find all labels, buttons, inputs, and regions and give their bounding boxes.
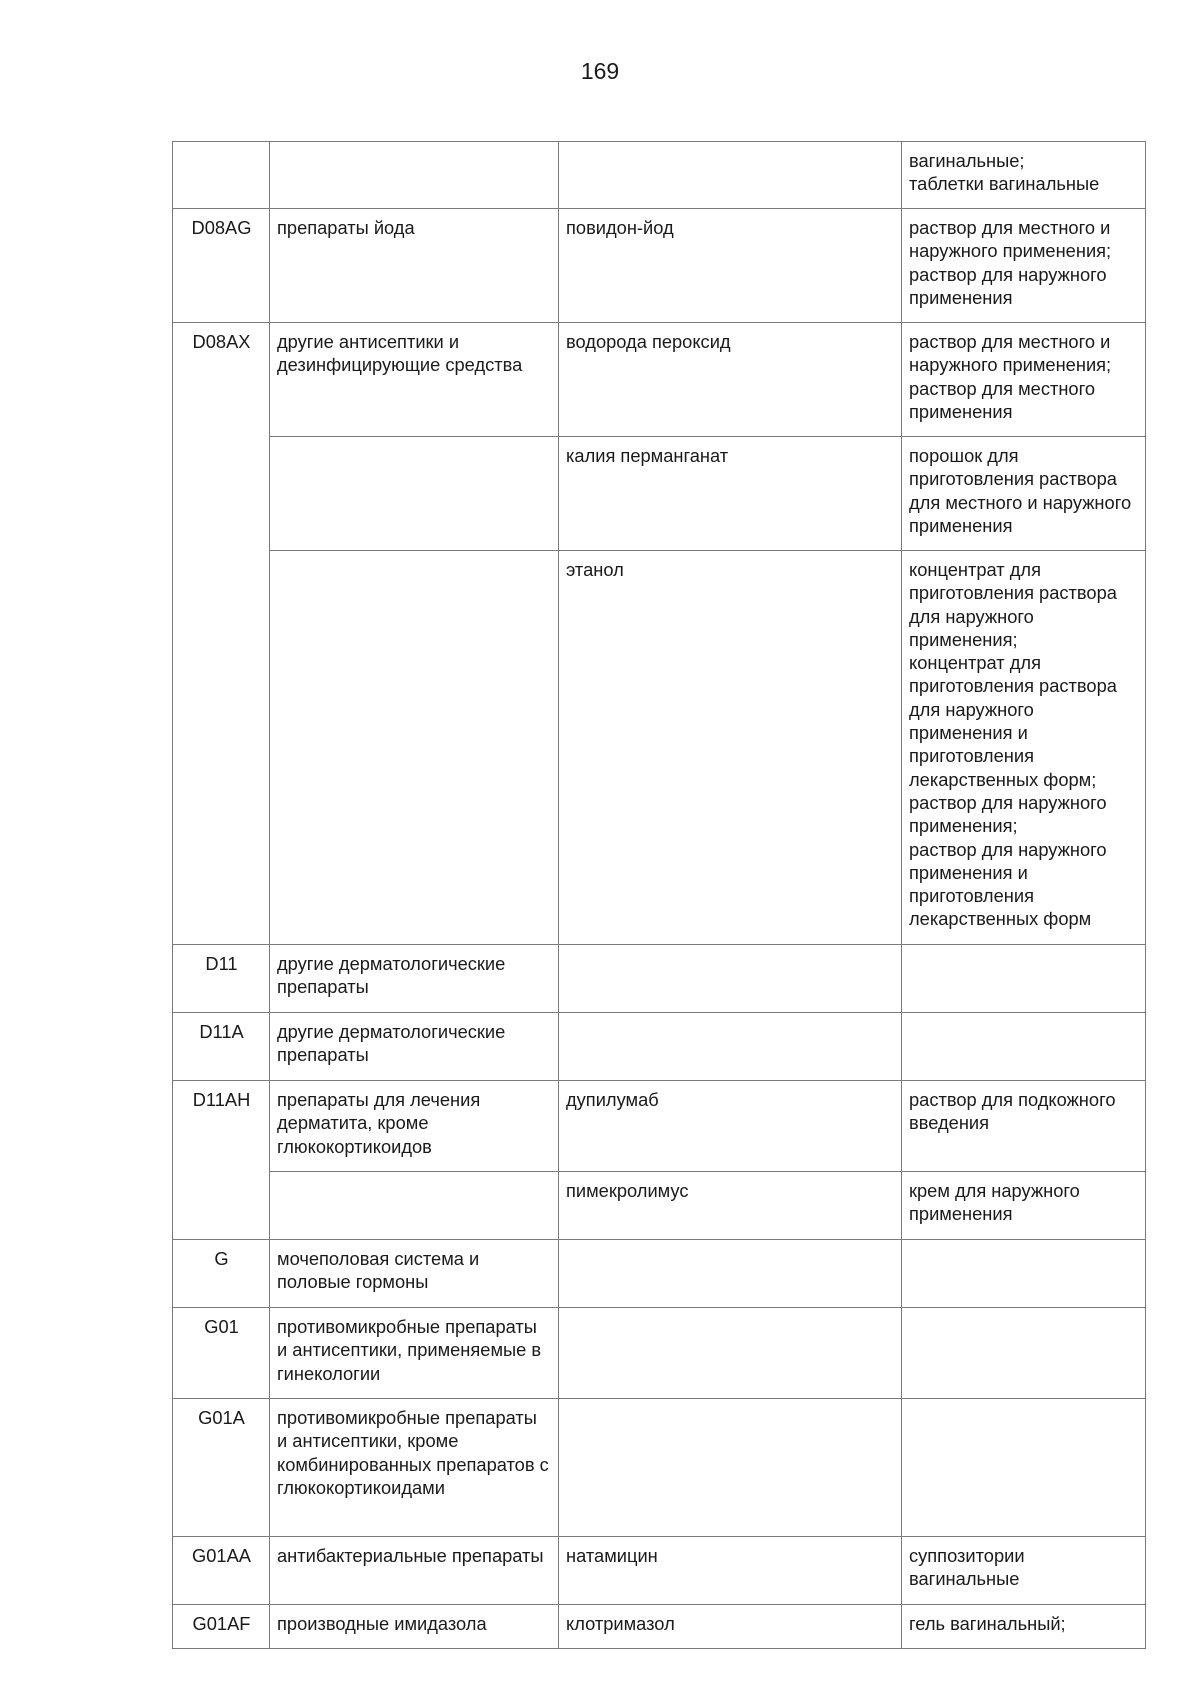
dosage-form-cell: раствор для местного и наружного применения; раствор для местного применения xyxy=(902,323,1146,437)
dosage-form-cell xyxy=(902,1240,1146,1308)
dosage-form-cell: раствор для местного и наружного применения; раствор для наружного применения xyxy=(902,209,1146,323)
drug-name-cell xyxy=(559,142,902,209)
dosage-form-cell: суппозитории вагинальные xyxy=(902,1537,1146,1605)
table-row xyxy=(173,945,1146,1013)
group-name-cell: другие дерматологические препараты xyxy=(270,1013,559,1081)
table-row xyxy=(173,1172,1146,1240)
drug-name-cell: дупилумаб xyxy=(559,1081,902,1172)
dosage-form-cell xyxy=(902,1013,1146,1081)
table-row xyxy=(173,1605,1146,1649)
table-row xyxy=(173,323,1146,437)
group-name-cell xyxy=(270,142,559,209)
atc-code-cell: D08AG xyxy=(173,209,270,323)
atc-code-cell: D11 xyxy=(173,945,270,1013)
group-name-cell: антибактериальные препараты xyxy=(270,1537,559,1605)
dosage-form-cell xyxy=(902,1308,1146,1399)
drug-name-cell xyxy=(559,1240,902,1308)
group-name-cell: противомикробные препараты и антисептики, применяемые в гинекологии xyxy=(270,1308,559,1399)
group-name-cell xyxy=(270,551,559,945)
atc-code-cell: D08AX xyxy=(173,323,270,945)
group-name-cell: препараты йода xyxy=(270,209,559,323)
drug-name-cell: этанол xyxy=(559,551,902,945)
drug-name-cell xyxy=(559,1399,902,1537)
atc-code-cell: D11AH xyxy=(173,1081,270,1240)
dosage-form-cell: вагинальные; таблетки вагинальные xyxy=(902,142,1146,209)
group-name-cell xyxy=(270,1172,559,1240)
table-row xyxy=(173,437,1146,551)
dosage-form-cell xyxy=(902,1399,1146,1537)
group-name-cell: другие дерматологические препараты xyxy=(270,945,559,1013)
dosage-form-cell: порошок для приготовления раствора для местного и наружного применения xyxy=(902,437,1146,551)
group-name-cell: другие антисептики и дезинфицирующие средства xyxy=(270,323,559,437)
table-row xyxy=(173,1537,1146,1605)
drug-name-cell: водорода пероксид xyxy=(559,323,902,437)
dosage-form-cell: концентрат для приготовления раствора для наружного применения; концентрат для приготовления раствора для наружного применения и приготовления лекарственных форм; раствор для наружного применения; раствор для наружного применения и приготовления лекарственных форм xyxy=(902,551,1146,945)
drug-classification-table xyxy=(172,141,1146,1649)
drug-name-cell xyxy=(559,1308,902,1399)
drug-name-cell xyxy=(559,945,902,1013)
atc-code-cell: G01AA xyxy=(173,1537,270,1605)
drug-name-cell: повидон-йод xyxy=(559,209,902,323)
table-row xyxy=(173,1013,1146,1081)
table-row xyxy=(173,1308,1146,1399)
drug-name-cell: пимекролимус xyxy=(559,1172,902,1240)
page-number: 169 xyxy=(580,58,620,84)
atc-code-cell xyxy=(173,142,270,209)
table-row xyxy=(173,1240,1146,1308)
atc-code-cell: G01AF xyxy=(173,1605,270,1649)
drug-name-cell: калия перманганат xyxy=(559,437,902,551)
dosage-form-cell: гель вагинальный; xyxy=(902,1605,1146,1649)
drug-name-cell: клотримазол xyxy=(559,1605,902,1649)
table-row xyxy=(173,551,1146,945)
table-row xyxy=(173,1399,1146,1537)
table-body xyxy=(173,142,1146,1649)
table-row xyxy=(173,142,1146,209)
dosage-form-cell: раствор для подкожного введения xyxy=(902,1081,1146,1172)
dosage-form-cell: крем для наружного применения xyxy=(902,1172,1146,1240)
atc-code-cell: D11A xyxy=(173,1013,270,1081)
group-name-cell: препараты для лечения дерматита, кроме глюкокортикоидов xyxy=(270,1081,559,1172)
atc-code-cell: G01 xyxy=(173,1308,270,1399)
dosage-form-cell xyxy=(902,945,1146,1013)
table-row xyxy=(173,209,1146,323)
group-name-cell xyxy=(270,437,559,551)
atc-code-cell: G01A xyxy=(173,1399,270,1537)
group-name-cell: мочеполовая система и половые гормоны xyxy=(270,1240,559,1308)
drug-name-cell: натамицин xyxy=(559,1537,902,1605)
group-name-cell: производные имидазола xyxy=(270,1605,559,1649)
drug-name-cell xyxy=(559,1013,902,1081)
atc-code-cell: G xyxy=(173,1240,270,1308)
table-row xyxy=(173,1081,1146,1172)
group-name-cell: противомикробные препараты и антисептики, кроме комбинированных препаратов с глюкокортикоидами xyxy=(270,1399,559,1537)
